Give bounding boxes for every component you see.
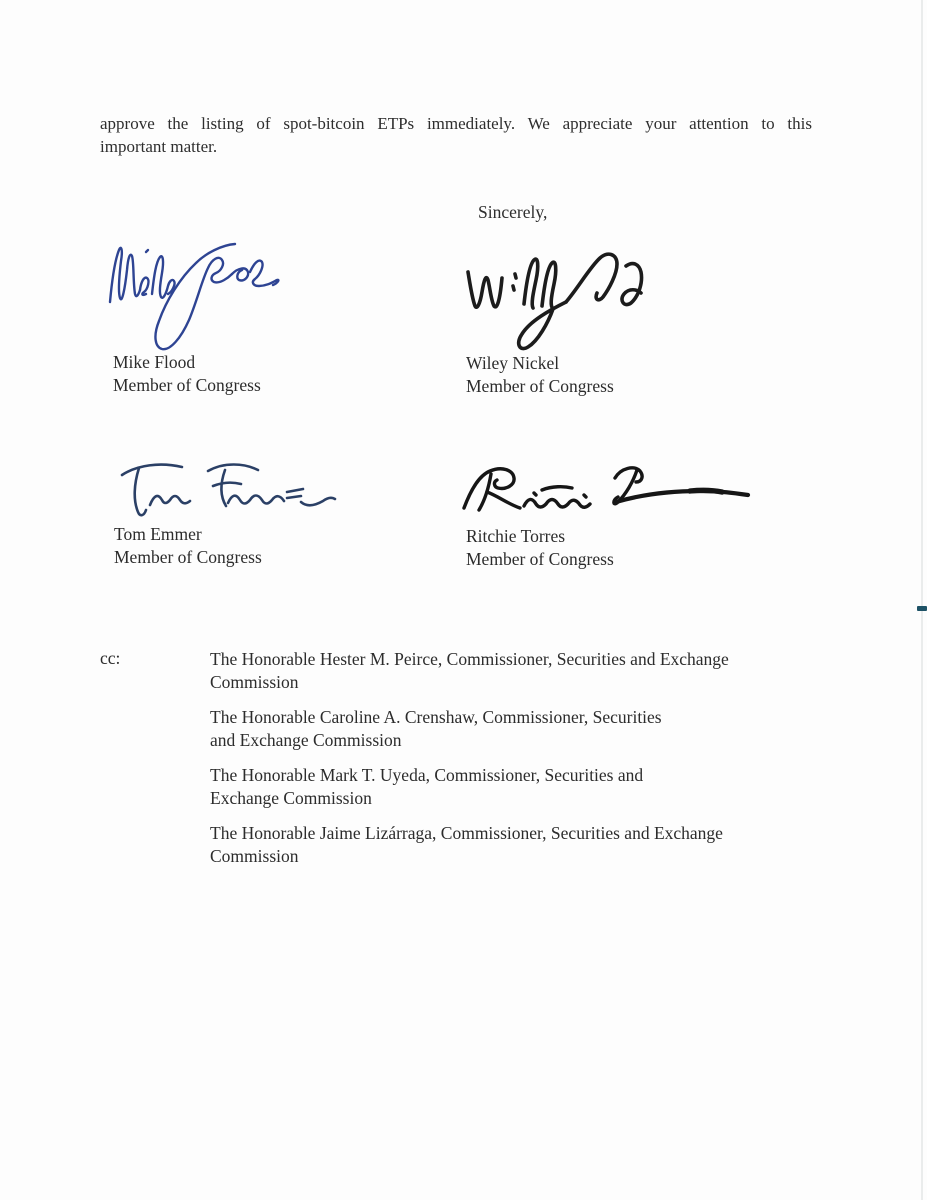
signature-ink-strokes <box>122 465 335 516</box>
signer-name: Mike Flood <box>113 352 196 372</box>
signer-title: Member of Congress <box>466 376 614 396</box>
cc-entry <box>210 706 729 752</box>
paragraph-line: important matter. <box>100 137 218 156</box>
closing-paragraph <box>100 112 812 158</box>
cc-entry-line: The Honorable Caroline A. Crenshaw, Commissioner, Securities <box>210 707 662 727</box>
cc-entry-line: The Honorable Mark T. Uyeda, Commissioner, Securities and <box>210 765 644 785</box>
cc-entry-line: The Honorable Jaime Lizárraga, Commissioner, Securities and Exchange <box>210 823 723 843</box>
cc-entry-line: Commission <box>210 846 299 866</box>
cc-entry <box>210 764 729 810</box>
cc-entry <box>210 822 729 868</box>
scan-edge-line <box>921 0 923 1200</box>
signer-block <box>113 351 261 397</box>
signer-title: Member of Congress <box>114 547 262 567</box>
cc-entry-line: and Exchange Commission <box>210 730 402 750</box>
scan-edge-mark <box>917 606 927 611</box>
signer-block <box>114 523 262 569</box>
paragraph-line: approve the listing of spot-bitcoin ETPs immediately. We appreciate your attention to this <box>100 114 812 133</box>
cc-entry-line: Commission <box>210 672 299 692</box>
signer-title: Member of Congress <box>466 549 614 569</box>
signature-ink-strokes <box>464 468 748 510</box>
signature-ink-strokes <box>468 254 642 348</box>
signer-title: Member of Congress <box>113 375 261 395</box>
cc-list <box>210 648 729 880</box>
signer-name: Wiley Nickel <box>466 353 560 373</box>
signature-wiley-nickel <box>458 248 678 356</box>
signer-block <box>466 352 614 398</box>
signer-block <box>466 525 614 571</box>
cc-entry-line: Exchange Commission <box>210 788 372 808</box>
signer-name: Ritchie Torres <box>466 526 566 546</box>
signature-mike-flood <box>100 236 280 358</box>
cc-label: cc: <box>100 648 121 668</box>
cc-entry-line: The Honorable Hester M. Peirce, Commissioner, Securities and Exchange <box>210 649 729 669</box>
signature-tom-emmer <box>112 458 342 524</box>
signature-ritchie-torres <box>458 462 756 518</box>
salutation: Sincerely, <box>478 202 548 222</box>
signer-name: Tom Emmer <box>114 524 202 544</box>
signature-ink-strokes <box>110 244 278 349</box>
cc-entry <box>210 648 729 694</box>
